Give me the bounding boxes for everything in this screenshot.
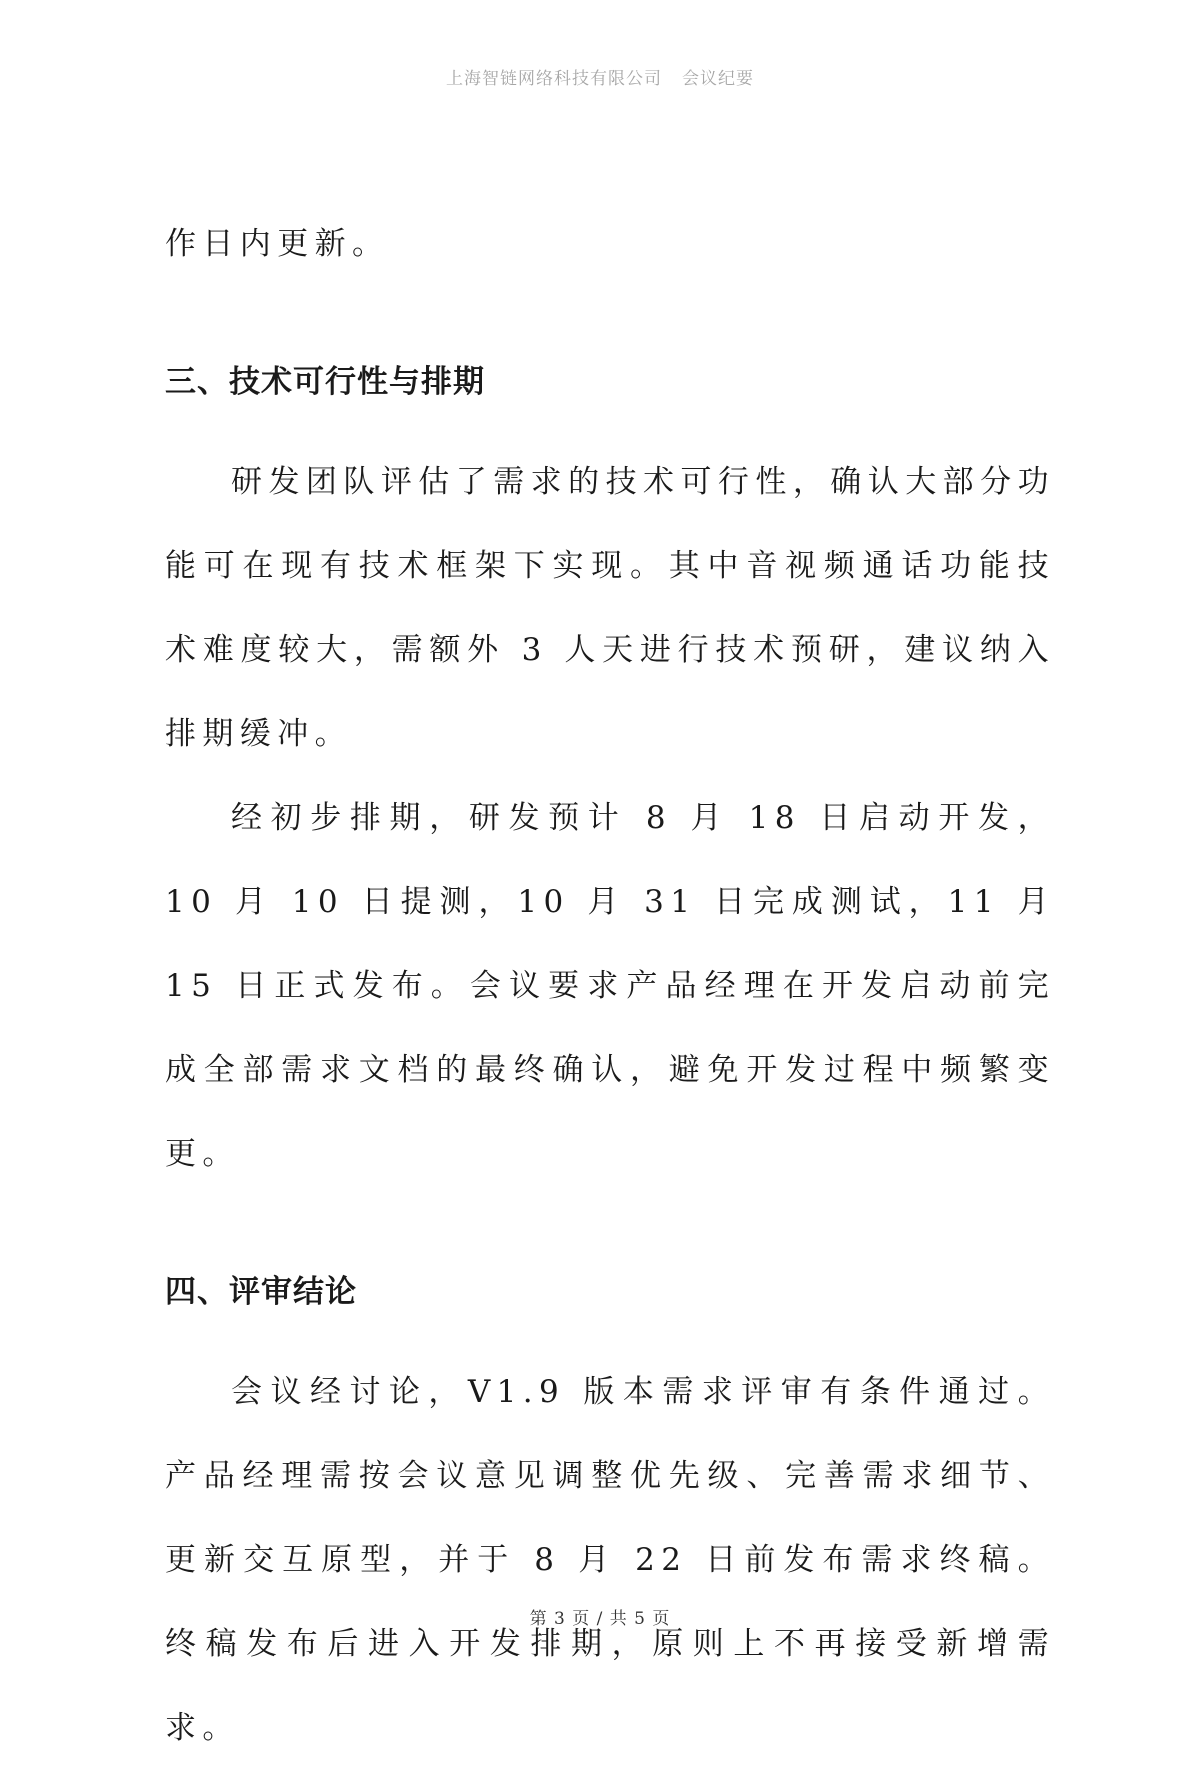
header-doc-type: 会议纪要 bbox=[682, 69, 754, 89]
page-header bbox=[0, 64, 1200, 89]
document-body bbox=[165, 202, 1055, 1770]
section4-heading: 四、评审结论 bbox=[165, 1274, 357, 1310]
section4-paragraph-1: 会议经讨论，V1.9 版本需求评审有条件通过。产品经理需按会议意见调整优先级、完善需求细节、更新交互原型，并于 8 月 22 日前发布需求终稿。终稿发布后进入开发排期，原则上不再接受新增需求。 bbox=[165, 1374, 1055, 1746]
section3-paragraph-2: 经初步排期，研发预计 8 月 18 日启动开发，10 月 10 日提测，10 月 31 日完成测试，11 月 15 日正式发布。会议要求产品经理在开发启动前完成全部需求文档的最终确认，避免开发过程中频繁变更。 bbox=[165, 800, 1055, 1172]
header-company: 上海智链网络科技有限公司 bbox=[446, 69, 662, 89]
section3-heading: 三、技术可行性与排期 bbox=[165, 364, 485, 400]
section3-paragraph-1: 研发团队评估了需求的技术可行性，确认大部分功能可在现有技术框架下实现。其中音视频通话功能技术难度较大，需额外 3 人天进行技术预研，建议纳入排期缓冲。 bbox=[165, 464, 1055, 752]
continuation-text: 作日内更新。 bbox=[165, 226, 390, 262]
page-number: 第 3 页 / 共 5 页 bbox=[529, 1609, 671, 1629]
